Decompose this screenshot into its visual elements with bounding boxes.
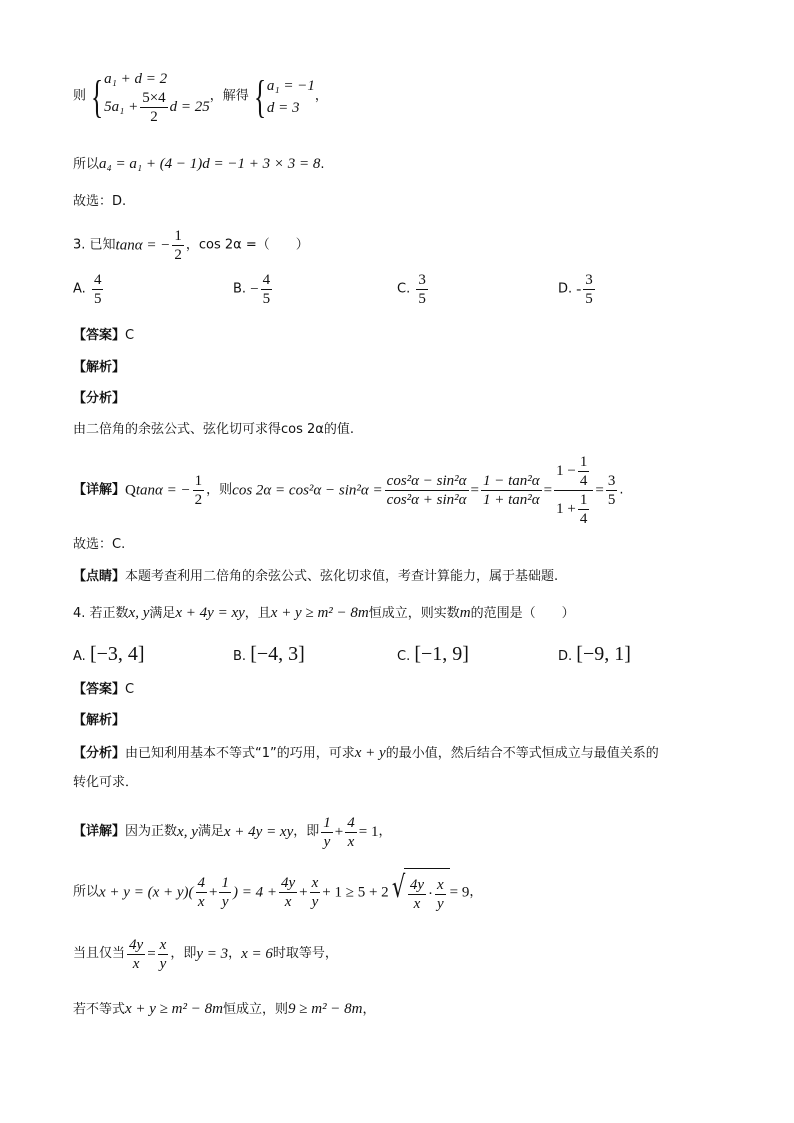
q4-equation: x + 4y = xy (175, 605, 245, 621)
expr: x + y = (x + y)( (99, 884, 194, 901)
left-brace: { (90, 70, 104, 122)
system-equations-line (73, 68, 328, 125)
frac-den: 5 (585, 291, 593, 307)
four-over-x (345, 815, 357, 850)
equals-nine: = 9 (449, 884, 470, 901)
tan-fraction (481, 473, 542, 508)
frac-num: x (159, 936, 167, 953)
option-fraction (92, 272, 104, 307)
frac-den: 2 (150, 109, 158, 125)
option-value: [−3, 4] (89, 643, 145, 665)
left-brace-2: { (253, 70, 266, 122)
frac-num: 1 (194, 473, 203, 489)
answer-tag: 【答案】 (73, 682, 126, 697)
comma: ， (362, 1002, 376, 1017)
q3-guxuan: 故选：C. (73, 537, 126, 552)
q4-m: m (459, 605, 471, 621)
frac-num: 1 (579, 492, 588, 508)
q4-option-d[interactable] (558, 643, 631, 666)
a4-formula: a₄ = a₁ + (4 − 1)d = −1 + 3 × 3 = 8 (99, 156, 321, 172)
frac-num: 4 (347, 814, 355, 831)
frac-den: x (197, 894, 205, 910)
q4-inequality: x + y ≥ m² − 8m (270, 605, 369, 621)
q3-fenxi-text: 由二倍角的余弦公式、弦化切可求得cos 2α的值. (73, 422, 354, 437)
cos-sin-fraction (385, 473, 469, 508)
x-over-y (435, 877, 446, 912)
jiede-text: ，解得 (209, 88, 249, 104)
q4-xy: x, y (128, 605, 150, 621)
q4-option-c[interactable] (397, 643, 469, 666)
y-value: y = 3 (196, 946, 229, 962)
frac-den: y (323, 833, 331, 850)
equation-2 (104, 90, 210, 125)
frac-num: 4 (93, 272, 102, 288)
xiangjie-tag: 【详解】 (73, 482, 126, 498)
fraction-5x4-over-2 (140, 90, 167, 125)
ze-text: 则 (73, 88, 87, 104)
frac-den: x (347, 833, 355, 850)
dot: · (427, 886, 433, 902)
comma: ， (378, 824, 392, 839)
xy: x, y (177, 824, 198, 840)
text: 满足 (197, 824, 224, 839)
cos-expr: cos 2α = cos²α − sin²α = (232, 482, 383, 499)
equation-1: a₁ + d = 2 (104, 71, 168, 87)
frac-num: 3 (607, 473, 616, 489)
suoyi-text: 所以 (73, 157, 100, 172)
x-over-y (158, 937, 169, 972)
expr: ) = 4 + (232, 884, 277, 901)
frac-den: 5 (607, 492, 616, 508)
inequality: x + y ≥ m² − 8m (125, 1001, 223, 1017)
result-fraction (606, 473, 618, 508)
4y-over-x (127, 937, 145, 972)
because-symbol: Q (125, 482, 136, 499)
equation: x + 4y = xy (223, 824, 294, 840)
text: ，即 (170, 946, 197, 961)
frac-den: 2 (174, 247, 182, 263)
frac-num: 4 (197, 875, 205, 891)
sqrt-expression (389, 868, 450, 917)
frac-num: 3 (585, 272, 593, 288)
frac-den: 5 (93, 291, 102, 307)
option-value: [−9, 1] (576, 643, 631, 665)
text: ，即 (293, 824, 320, 839)
frac-den: 4 (579, 511, 588, 527)
plus: + (334, 824, 344, 840)
comma: ， (314, 88, 328, 104)
plus: + (209, 884, 218, 901)
frac-den: y (311, 894, 319, 910)
frac-num: cos²α − sin²α (386, 473, 467, 489)
frac-num: 1 − tan²α (483, 473, 540, 489)
q4-text: 满足 (149, 606, 176, 621)
equals: = (147, 946, 156, 962)
q3-half-fraction (172, 228, 184, 263)
question-4-stem (73, 604, 575, 623)
q3-answer (73, 327, 134, 345)
xiangjie-tag: 【详解】 (73, 824, 126, 839)
frac-den: 1 + tan²α (483, 492, 540, 508)
option-sign: − (250, 281, 259, 298)
q3-suffix: ，cos 2α =（ ） (185, 237, 309, 253)
frac-den: 5 (262, 291, 271, 307)
one-minus: 1 − (556, 462, 576, 479)
equals-one: = 1 (358, 824, 379, 840)
frac-num: x (436, 876, 444, 893)
quarter-fraction (578, 454, 590, 489)
q3-jiexi: 【解析】 (73, 360, 126, 375)
answer-value: C (125, 682, 135, 697)
frac-num: 1 (221, 875, 229, 891)
q3-option-c[interactable] (397, 272, 430, 307)
option-value: [−4, 3] (250, 643, 305, 665)
fenxi-tag: 【分析】 (73, 391, 126, 406)
solution-2: d = 3 (266, 99, 300, 116)
quarter-fraction (578, 492, 590, 527)
dianjing-text: 本题考查利用二倍角的余弦公式、弦化切求值，考查计算能力，属于基础题. (125, 569, 559, 584)
comma: ， (228, 946, 242, 961)
answer-choice-d: 故选：D. (73, 194, 127, 209)
frac-num: 1 (323, 814, 331, 831)
text: 因为正数 (125, 824, 178, 839)
radicand (404, 868, 450, 917)
text: 当且仅当 (73, 946, 126, 961)
option-label: D. (558, 649, 573, 664)
q4-fenxi-line2: 转化可求． (73, 775, 139, 790)
text: 若不等式 (73, 1002, 126, 1017)
q4-answer (73, 681, 134, 699)
equals-sign: = (595, 482, 604, 499)
frac-den: 5 (418, 291, 426, 307)
ze-text: ，则 (206, 482, 233, 498)
q3-option-a[interactable] (73, 272, 105, 307)
frac-num: x (311, 875, 319, 891)
frac-num: 5×4 (142, 90, 166, 106)
frac-den: x (132, 955, 140, 972)
inequality-2: 9 ≥ m² − 8m (288, 1001, 363, 1017)
half-fraction (193, 473, 205, 508)
eq2-left: 5a₁ + (104, 98, 139, 115)
equals-sign: = (470, 482, 479, 499)
radical-sign: √ (391, 870, 405, 905)
frac-den: 4 (579, 473, 588, 489)
frac-den: x (284, 894, 292, 910)
frac-num: 4y (409, 876, 424, 893)
q4-option-b[interactable] (233, 643, 305, 666)
q3-prefix: 3. 已知 (73, 237, 116, 253)
fenxi-xy: x + y (354, 745, 386, 761)
q4-option-a[interactable] (73, 643, 145, 666)
nested-den (554, 491, 593, 527)
answer-tag: 【答案】 (73, 328, 126, 343)
fenxi-text: 由已知利用基本不等式“1”的巧用，可求 (125, 746, 355, 761)
q3-dianjing (73, 568, 558, 586)
one-over-y (219, 875, 231, 910)
text: 所以 (73, 884, 100, 900)
option-label: D. (558, 281, 573, 297)
option-value: [−1, 9] (414, 643, 469, 665)
plus: + (299, 884, 308, 901)
frac-num: 1 (579, 454, 588, 470)
option-sign: - (576, 281, 582, 298)
4y-over-x (279, 875, 297, 910)
text: 恒成立，则 (222, 1002, 288, 1017)
answer-value: C (125, 328, 135, 343)
frac-den: y (159, 955, 167, 972)
period: . (320, 157, 325, 172)
one-over-y (321, 815, 333, 850)
nested-num (554, 454, 593, 491)
q3-option-d[interactable] (558, 272, 597, 307)
one-plus: 1 + (556, 500, 576, 517)
frac-num: 4y (129, 936, 144, 953)
equation-system (104, 68, 210, 125)
option-label: C. (397, 649, 411, 664)
q3-option-b[interactable] (233, 272, 274, 307)
comma: ， (469, 884, 483, 900)
q3-fenxi-tag (73, 390, 125, 408)
q4-xiangjie-line4 (73, 1000, 376, 1019)
frac-den: y (221, 894, 229, 910)
option-label: A. (73, 281, 86, 297)
x-value: x = 6 (241, 946, 273, 962)
frac-den: 2 (194, 492, 203, 508)
option-fraction (416, 272, 428, 307)
q4-xiangjie-line2 (73, 868, 482, 917)
4y-over-x (408, 877, 426, 912)
frac-num: 1 (174, 228, 182, 244)
q4-xiangjie-line1 (73, 812, 391, 853)
period: . (619, 482, 624, 498)
q4-prefix: 4. 若正数 (73, 606, 129, 621)
frac-num: 3 (418, 272, 426, 288)
frac-num: 4 (262, 272, 271, 288)
q4-text: 恒成立，则实数 (368, 606, 460, 621)
equals-sign: = (543, 482, 553, 499)
option-label: B. (233, 649, 247, 664)
question-3-stem (73, 228, 309, 263)
fenxi-text: 的最小值，然后结合不等式恒成立与最值关系的 (385, 746, 659, 761)
tan-expr: tanα = − (135, 482, 191, 499)
frac-den: y (436, 895, 444, 912)
q4-fenxi (73, 744, 659, 763)
option-label: A. (73, 649, 86, 664)
option-label: C. (397, 281, 411, 297)
expr: + 1 ≥ 5 + 2 (322, 884, 389, 901)
option-fraction (583, 272, 595, 307)
option-label: B. (233, 281, 247, 297)
eq2-right: d = 25 (169, 98, 210, 115)
solution-1: a₁ = −1 (266, 77, 315, 94)
frac-den: x (413, 895, 421, 912)
a4-line (73, 155, 325, 174)
q4-text: ，且 (244, 606, 271, 621)
dianjing-tag: 【点睛】 (73, 569, 126, 584)
q3-tan: tanα = − (115, 237, 171, 254)
q3-xiangjie (73, 454, 623, 527)
q4-suffix: 的范围是（ ） (470, 606, 575, 621)
q4-xiangjie-line3 (73, 934, 338, 975)
q4-jiexi: 【解析】 (73, 713, 126, 728)
fenxi-tag: 【分析】 (73, 746, 126, 761)
solution-system (267, 75, 315, 119)
text: 时取等号， (272, 946, 338, 961)
nested-fraction (554, 454, 593, 527)
frac-num: 4y (280, 875, 296, 891)
frac-den: cos²α + sin²α (386, 492, 467, 508)
four-over-x (196, 875, 208, 910)
option-fraction (261, 272, 273, 307)
x-over-y (310, 875, 321, 910)
